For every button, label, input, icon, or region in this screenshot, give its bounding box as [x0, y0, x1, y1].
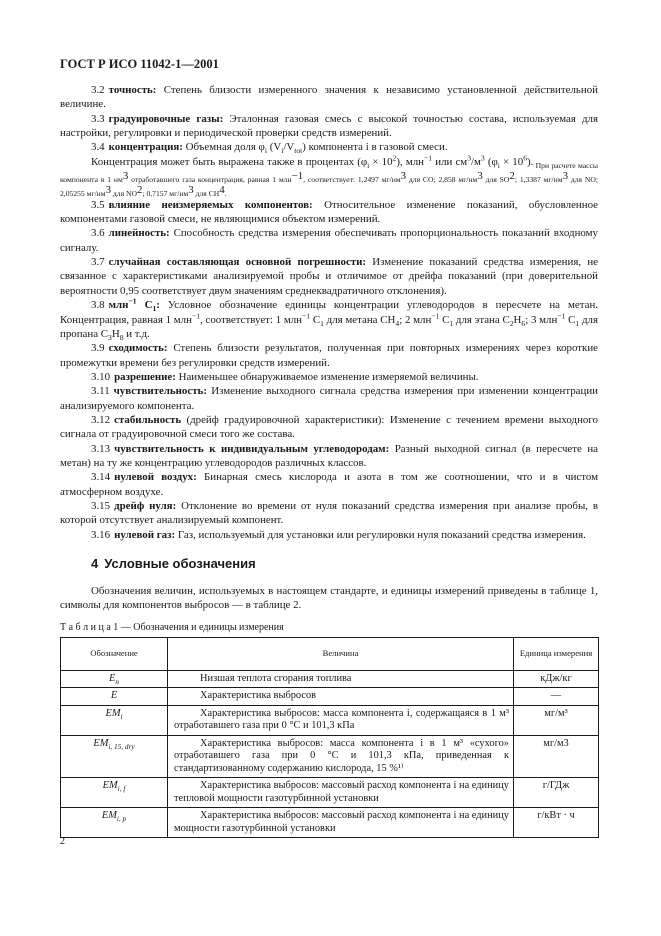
text-run: −1 — [291, 170, 304, 183]
unit-cell: мг/м3 — [514, 735, 599, 778]
table-header-row — [61, 637, 599, 670]
symbol-subscript: i, 15, dry — [108, 742, 135, 751]
text-run: /м — [471, 155, 481, 168]
table-caption: Т а б л и ц а 1 — Обозначения и единицы измерения — [60, 621, 284, 633]
text-run: и т.д. — [123, 327, 150, 340]
text-run: 3 — [562, 170, 569, 183]
superscript: −1 — [431, 310, 440, 320]
defined-term: нулевой воздух: — [114, 471, 197, 484]
symbol-main: EM — [93, 737, 109, 749]
definition-paragraph — [60, 112, 598, 141]
subscript: 1 — [320, 318, 324, 328]
text-run: 3 — [122, 170, 129, 183]
quantity-text: Характеристика выбросов: масса компонента i в 1 м³ «сухого» отработавшего газа при 0 °С и 101,3 кПа, приведенная к стандартизованному содержанию кислорода, 15 %¹⁾ — [174, 737, 509, 774]
definition-paragraph — [60, 470, 598, 499]
subscript: ; 1,3387 мг/нм — [514, 175, 563, 185]
definition-paragraph — [60, 255, 598, 298]
quantity-text: Характеристика выбросов — [200, 690, 317, 702]
text-run: H — [513, 313, 522, 326]
text-run: ) компонента i в газовой смеси. — [302, 141, 448, 154]
clause-number: 3.9 — [91, 342, 105, 355]
clause-number: 3.12 — [91, 413, 111, 426]
clause-number: 3.13 — [91, 442, 111, 455]
defined-term: сходимость: — [108, 342, 168, 355]
unit-cell: г/ГДж — [514, 778, 599, 808]
superscript: 2 — [392, 153, 397, 163]
subscript: 4 — [395, 318, 400, 328]
symbol-main: EM — [102, 780, 118, 792]
clause-number: 3.11 — [91, 385, 110, 398]
text-run: C — [439, 313, 450, 326]
defined-term: дрейф нуля: — [114, 499, 177, 512]
defined-term: стабильность — [114, 413, 182, 426]
superscript: −1 — [302, 310, 311, 320]
definition-text: Изменение показаний средства измерения, не связанное с характеристиками анализируемой пробы и отличимое от дрейфа показаний (при доверительной вероятности 0,95 соответствует двум значениям среднеквадратичного отклонения). — [60, 256, 598, 297]
definition-paragraph — [60, 499, 598, 528]
superscript: −1 — [128, 296, 137, 306]
subscript: 6 — [521, 318, 526, 328]
table-header-cell: Единица измерения — [514, 637, 599, 670]
symbol-cell — [61, 670, 168, 688]
text-run: /V — [283, 141, 295, 154]
text-run: C — [565, 313, 576, 326]
definition-paragraph — [60, 370, 598, 384]
table-row — [61, 670, 599, 688]
defined-term: чувствительность: — [113, 385, 207, 398]
clause-number: 3.4 — [91, 141, 105, 154]
subscript: i — [281, 146, 284, 156]
clause-number: 3.3 — [91, 112, 105, 125]
definition-paragraph — [60, 198, 598, 227]
text-run: для пропана C — [60, 313, 598, 340]
quantity-cell — [168, 808, 514, 838]
symbol-main: E — [110, 690, 118, 702]
quantity-text: Характеристика выбросов: масса компонента i, содержащаяся в 1 м³ отработавшего газа при 0 °С и 101,3 кПа — [174, 707, 509, 732]
subscript: i — [264, 146, 267, 156]
defined-term: нулевой газ: — [114, 528, 176, 541]
subscript: i — [497, 160, 500, 170]
clause-number: 3.10 — [91, 370, 111, 383]
quantity-cell — [168, 705, 514, 735]
symbol-cell — [61, 808, 168, 838]
unit-cell: мг/м³ — [514, 705, 599, 735]
definition-text: Бинарная смесь кислорода и азота в том же соотношении, что и в чистом атмосферном воздухе. — [60, 471, 598, 498]
text-run: Концентрация может быть выражена также в процентах (φ — [91, 155, 368, 168]
text-run: × 10 — [499, 155, 524, 168]
symbol-cell — [61, 735, 168, 778]
definition-paragraph — [60, 528, 598, 542]
section-title: Условные обозначения — [104, 556, 256, 571]
text-run: млн — [108, 299, 129, 312]
superscript: −1 — [424, 153, 433, 163]
unit-cell: г/кВт · ч — [514, 808, 599, 838]
table-header-cell: Величина — [168, 637, 514, 670]
subscript: для CO; 2,858 мг/нм — [406, 175, 478, 185]
subscript: ; 0,7157 мг/нм — [142, 189, 189, 199]
subscript: i — [367, 160, 370, 170]
text-run: 3 — [105, 184, 112, 197]
clause-number: 3.6 — [91, 227, 105, 240]
subscript: . — [224, 189, 227, 199]
symbol-cell — [61, 705, 168, 735]
text-run: C — [310, 313, 321, 326]
quantity-cell — [168, 735, 514, 778]
subscript: 1 — [575, 318, 580, 328]
clause-number: 3.5 — [91, 198, 105, 211]
text-run: , соответствует: 1 млн — [200, 313, 303, 326]
running-header: ГОСТ Р ИСО 11042-1—2001 — [60, 57, 219, 71]
quantity-text: Характеристика выбросов: массовый расход компонента i на единицу мощности газотурбинной установки — [174, 810, 509, 834]
subscript: для CH — [193, 189, 220, 199]
defined-term: концентрация: — [108, 141, 183, 154]
definition-paragraph — [60, 83, 598, 112]
definition-text: Разный выходной сигнал (в пересчете на метан) на ту же концентрацию углеводородов различных классов. — [60, 442, 598, 469]
defined-term: разрешение: — [114, 370, 176, 383]
definition-text: Отклонение во времени от нуля показаний средства измерения при анализе пробы, в которой отсутствует анализируемый компонент. — [60, 499, 599, 527]
symbol-main: EM — [105, 707, 121, 719]
table-row — [61, 688, 599, 706]
text-run: 4 — [219, 184, 225, 197]
text-run: Условное обозначение единицы концентрации углеводородов в пересчете на метан. Концентрация, равная 1 млн — [60, 299, 598, 326]
symbol-subscript: i, f — [117, 785, 126, 794]
page-number: 2 — [60, 836, 65, 847]
defined-term: случайная составляющая основной погрешности: — [108, 256, 367, 269]
definition-paragraph — [60, 140, 598, 154]
subscript: При расчете массы компонента в 1 нм — [60, 160, 598, 185]
unit-cell: кДж/кг — [514, 670, 599, 688]
quantity-cell — [168, 688, 514, 706]
quantity-text: Низшая теплота сгорания топлива — [200, 672, 352, 684]
intro-paragraph: Обозначения величин, используемых в настоящем стандарте, и единицы измерений приведены в таблице 1, символы для компонентов выбросов — в таблице 2. — [60, 585, 598, 612]
text-run: ; 3 млн — [525, 313, 558, 326]
subscript: для NO — [111, 189, 137, 199]
definition-text: Наименьшее обнаруживаемое изменение измеряемой величины. — [178, 370, 479, 383]
unit-cell: — — [514, 688, 599, 706]
symbols-table — [60, 637, 599, 839]
clause-number: 3.2 — [91, 84, 105, 96]
symbol-main: EM — [101, 810, 117, 822]
subscript: отработавшего газа концентрация, равная 1 млн — [128, 175, 292, 185]
definition-text: Способность средства измерения обеспечивать пропорциональность показаний входному сигналу. — [60, 227, 598, 254]
text-run: для метана CH — [323, 313, 396, 326]
text-run: Объемная доля φ — [185, 141, 265, 154]
symbol-cell — [61, 688, 168, 706]
definition-paragraph — [60, 226, 598, 255]
symbol-subscript: п — [115, 677, 119, 686]
text-run: × 10 — [369, 155, 393, 168]
clause-number: 3.15 — [91, 499, 111, 512]
table-row — [61, 808, 599, 838]
text-run: ). — [527, 155, 534, 168]
definition-text: (дрейф градуировочной характеристики): Изменение с течением времени выходного сигнала от градуировочной смеси того же состава. — [60, 413, 598, 441]
text-run: H — [111, 327, 120, 340]
subscript: 8 — [119, 333, 124, 343]
text-run: (φ — [484, 155, 498, 168]
subscript: tot — [294, 146, 303, 156]
clause-number: 3.14 — [91, 471, 111, 484]
defined-term: градуировочные газы: — [108, 112, 224, 125]
definition-paragraph — [60, 384, 598, 413]
quantity-cell — [168, 778, 514, 808]
text-run: : — [156, 299, 160, 312]
definition-text: Степень близости измеренного значения к независимо установленной действительной величине. — [60, 84, 598, 111]
clause-number: 3.8 — [91, 299, 105, 312]
text-run: 3 — [477, 170, 483, 183]
text-run: 2 — [137, 184, 143, 197]
definition-paragraph — [60, 155, 598, 198]
symbol-subscript: i, p — [116, 815, 127, 824]
text-run: (V — [266, 141, 282, 154]
text-run: 3 — [188, 184, 194, 197]
subscript: , соответствует: 1,2497 мг/нм — [303, 175, 401, 185]
table-row — [61, 735, 599, 778]
text-run: или см — [432, 155, 468, 168]
symbol-cell — [61, 778, 168, 808]
table-row — [61, 705, 599, 735]
superscript: 3 — [480, 153, 485, 163]
text-run: ), млн — [396, 155, 424, 168]
definition-text: Относительное изменение показаний, обусловленное компонентами газовой смеси, не являющимися объектом измерений. — [60, 198, 598, 226]
definition-text: Изменение выходного сигнала средства измерения при изменении концентрации анализируемого компонента. — [60, 385, 598, 412]
superscript: 3 — [467, 153, 471, 163]
subscript: 2 — [509, 318, 514, 328]
text-run: 2 — [509, 170, 515, 183]
document-body — [60, 83, 598, 838]
superscript: 6 — [523, 153, 528, 163]
section-heading — [91, 556, 598, 572]
text-run: C — [136, 299, 153, 312]
defined-term: линейность: — [108, 227, 170, 240]
definition-paragraph — [60, 442, 598, 471]
subscript: для NO; 2,05255 мг/нм — [60, 175, 598, 199]
table-body — [61, 670, 599, 838]
superscript: −1 — [557, 310, 566, 320]
symbol-main: E — [109, 672, 116, 684]
definition-paragraph — [60, 341, 598, 370]
symbol-subscript: i — [120, 712, 123, 721]
subscript: 1 — [152, 304, 157, 314]
subscript: для SO — [482, 175, 510, 185]
definition-text: Степень близости результатов, полученная при повторных измерениях через короткие промежутки времени без регулировки средств измерений. — [60, 342, 598, 369]
defined-term — [108, 296, 160, 314]
clause-number: 3.16 — [91, 528, 111, 541]
superscript: −1 — [191, 310, 201, 320]
table-header-cell: Обозначение — [61, 637, 168, 670]
table-row — [61, 778, 599, 808]
defined-term: влияние неизмеряемых компонентов: — [108, 198, 313, 211]
clause-number: 3.7 — [91, 256, 105, 269]
definition-paragraph — [60, 413, 598, 442]
subscript: 1 — [449, 318, 454, 328]
definition-text: Эталонная газовая смесь с высокой точностью состава, используемая для настройки, регулировки и периодической проверки средств измерений. — [60, 112, 598, 140]
defined-term: чувствительность к индивидуальным углеводородам: — [114, 442, 390, 455]
text-run: для этана C — [453, 313, 510, 326]
definitions-list — [60, 83, 598, 542]
definition-paragraph — [60, 298, 598, 341]
text-run: ; 2 млн — [399, 313, 432, 326]
definition-text: Газ, используемый для установки или регулировки нуля показаний средства измерения. — [177, 528, 586, 541]
text-run: 3 — [400, 170, 407, 183]
subscript: 3 — [108, 333, 112, 343]
section-number: 4 — [91, 556, 99, 571]
quantity-text: Характеристика выбросов: массовый расход компонента i на единицу тепловой мощности газотурбинной установки — [174, 780, 509, 804]
defined-term: точность: — [108, 84, 157, 96]
quantity-cell — [168, 670, 514, 688]
